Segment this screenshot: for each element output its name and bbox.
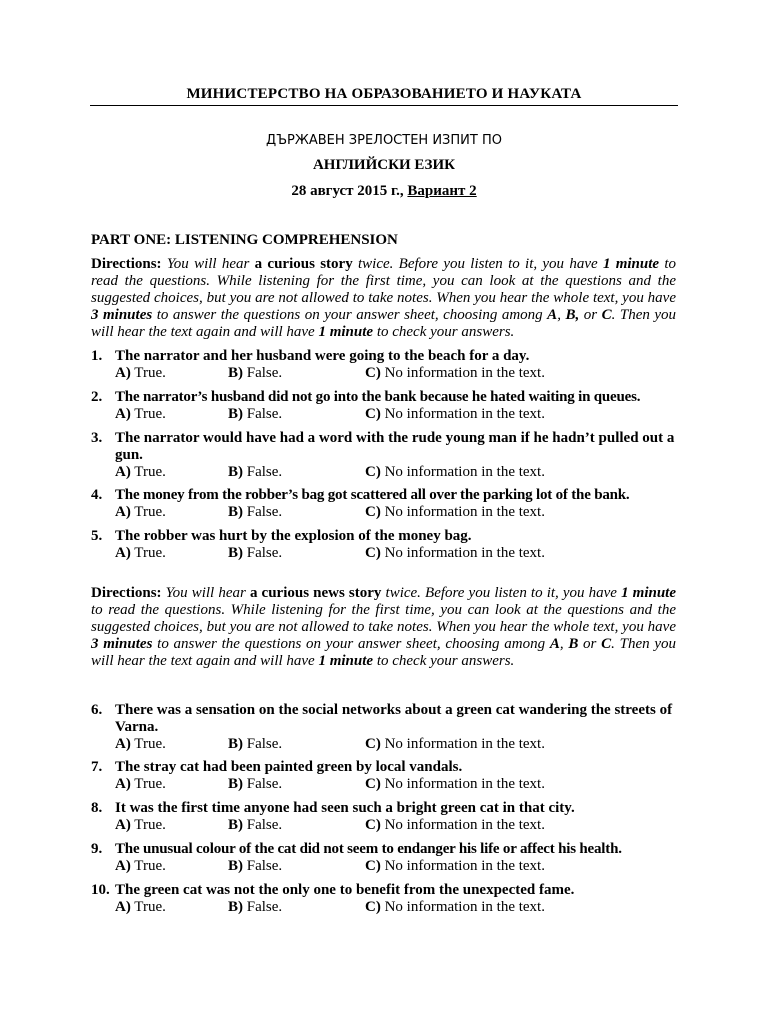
question-text: There was a sensation on the social networks about a green cat wandering the streets of Varna.	[115, 702, 673, 735]
answer-options	[115, 464, 681, 481]
option-c[interactable]: C) No information in the text.	[365, 545, 545, 561]
option-a[interactable]: A) True.	[115, 776, 166, 792]
question-number: 3.	[91, 430, 103, 446]
option-c[interactable]: C) No information in the text.	[365, 464, 545, 480]
directions-emphasis: 1 minute	[318, 653, 374, 669]
option-c[interactable]: C) No information in the text.	[365, 817, 545, 833]
exam-date: 28 август 2015 г.,	[291, 183, 404, 199]
question-5	[91, 528, 681, 562]
option-c[interactable]: C) No information in the text.	[365, 406, 545, 422]
question-number: 8.	[91, 800, 103, 816]
question-2	[91, 389, 681, 423]
question-text: It was the first time anyone had seen such a bright green cat in that city.	[115, 800, 575, 816]
directions-emphasis: 1 minute	[318, 324, 374, 340]
question-4	[91, 487, 681, 521]
directions-text: ,	[559, 636, 569, 652]
directions-text: to answer the questions on your answer sheet, choosing among	[152, 307, 548, 323]
answer-options	[115, 504, 681, 521]
question-text: The narrator’s husband did not go into the bank because he hated waiting in queues.	[115, 389, 641, 405]
ministry-heading: МИНИСТЕРСТВО НА ОБРАЗОВАНИЕТО И НАУКАТА	[186, 86, 582, 102]
directions-emphasis: B	[568, 636, 579, 652]
directions-text: ,	[557, 307, 566, 323]
question-text: The stray cat had been painted green by local vandals.	[115, 759, 463, 775]
option-b[interactable]: B) False.	[228, 406, 283, 422]
directions-emphasis: 1 minute	[621, 585, 677, 601]
question-10	[91, 882, 681, 916]
directions-text: twice. Before you listen to it, you have	[352, 256, 603, 272]
directions-emphasis: 1 minute	[602, 256, 660, 272]
question-text: The narrator and her husband were going to the beach for a day.	[115, 348, 530, 364]
directions-part-two	[91, 585, 676, 670]
option-b[interactable]: B) False.	[228, 464, 283, 480]
answer-options	[115, 545, 681, 562]
option-c[interactable]: C) No information in the text.	[365, 899, 545, 915]
question-number: 9.	[91, 841, 103, 857]
option-c[interactable]: C) No information in the text.	[365, 736, 545, 752]
directions-text: . Then you will hear the text again and will have	[91, 636, 677, 669]
option-b[interactable]: B) False.	[228, 736, 283, 752]
part-title: PART ONE: LISTENING COMPREHENSION	[91, 232, 398, 248]
option-a[interactable]: A) True.	[115, 464, 166, 480]
directions-text: You will hear	[161, 585, 250, 601]
directions-part-one	[91, 256, 676, 341]
question-7	[91, 759, 681, 793]
directions-text: to read the questions. While listening for the first time, you can look at the questions and the suggested choices, but you are not allowed to take notes. When you hear the whole text, you have	[91, 256, 677, 306]
question-number: 10.	[91, 882, 110, 898]
directions-text: You will hear	[161, 256, 255, 272]
header-divider	[90, 105, 678, 106]
subject-heading: АНГЛИЙСКИ ЕЗИК	[312, 157, 456, 173]
question-8	[91, 800, 681, 834]
directions-text: to check your answers.	[373, 653, 515, 669]
directions-emphasis: C	[601, 307, 612, 323]
option-a[interactable]: A) True.	[115, 504, 166, 520]
answer-options	[115, 776, 681, 793]
option-b[interactable]: B) False.	[228, 858, 283, 874]
directions-emphasis: C	[601, 636, 612, 652]
question-1	[91, 348, 681, 382]
directions-emphasis: 3 minutes	[91, 307, 153, 323]
option-c[interactable]: C) No information in the text.	[365, 858, 545, 874]
question-text: The green cat was not the only one to benefit from the unexpected fame.	[115, 882, 575, 898]
directions-label: Directions:	[91, 256, 162, 272]
directions-emphasis: a curious news story	[249, 585, 382, 601]
directions-text: or	[578, 636, 602, 652]
option-b[interactable]: B) False.	[228, 365, 283, 381]
option-b[interactable]: B) False.	[228, 776, 283, 792]
option-a[interactable]: A) True.	[115, 365, 166, 381]
question-number: 2.	[91, 389, 103, 405]
exam-date-line	[90, 183, 678, 200]
option-b[interactable]: B) False.	[228, 817, 283, 833]
answer-options	[115, 858, 681, 875]
answer-options	[115, 736, 681, 753]
option-a[interactable]: A) True.	[115, 899, 166, 915]
question-text: The unusual colour of the cat did not seem to endanger his life or affect his health.	[115, 841, 622, 857]
exam-heading: ДЪРЖАВЕН ЗРЕЛОСТЕН ИЗПИТ ПО	[266, 133, 502, 148]
question-number: 6.	[91, 702, 103, 718]
question-9	[91, 841, 681, 875]
directions-text: twice. Before you listen to it, you have	[381, 585, 622, 601]
answer-options	[115, 817, 681, 834]
answer-options	[115, 406, 681, 423]
option-b[interactable]: B) False.	[228, 545, 283, 561]
question-text: The money from the robber’s bag got scattered all over the parking lot of the bank.	[115, 487, 630, 503]
question-3	[91, 430, 681, 481]
option-c[interactable]: C) No information in the text.	[365, 365, 545, 381]
directions-text: to check your answers.	[373, 324, 515, 340]
option-b[interactable]: B) False.	[228, 899, 283, 915]
question-text: The narrator would have had a word with the rude young man if he hadn’t pulled out a gun.	[115, 430, 675, 463]
directions-text: or	[579, 307, 602, 323]
question-text: The robber was hurt by the explosion of the money bag.	[115, 528, 472, 544]
question-number: 4.	[91, 487, 103, 503]
answer-options	[115, 899, 681, 916]
option-a[interactable]: A) True.	[115, 817, 166, 833]
exam-variant: Вариант 2	[407, 183, 477, 199]
directions-label: Directions:	[91, 585, 162, 601]
option-c[interactable]: C) No information in the text.	[365, 776, 545, 792]
option-b[interactable]: B) False.	[228, 504, 283, 520]
directions-text: . Then you will hear the text again and will have	[91, 307, 677, 340]
directions-emphasis: A	[547, 307, 558, 323]
question-number: 1.	[91, 348, 103, 364]
directions-emphasis: B,	[565, 307, 580, 323]
option-a[interactable]: A) True.	[115, 858, 166, 874]
option-c[interactable]: C) No information in the text.	[365, 504, 545, 520]
directions-emphasis: 3 minutes	[91, 636, 153, 652]
answer-options	[115, 365, 681, 382]
option-a[interactable]: A) True.	[115, 406, 166, 422]
directions-emphasis: A	[549, 636, 560, 652]
option-a[interactable]: A) True.	[115, 736, 166, 752]
question-number: 5.	[91, 528, 103, 544]
directions-emphasis: a curious story	[254, 256, 353, 272]
directions-text: to answer the questions on your answer sheet, choosing among	[152, 636, 550, 652]
option-a[interactable]: A) True.	[115, 545, 166, 561]
directions-text: to read the questions. While listening for the first time, you can look at the questions and the suggested choices, but you are not allowed to take notes. When you hear the whole text, you have	[91, 602, 676, 635]
question-number: 7.	[91, 759, 103, 775]
question-6	[91, 702, 681, 753]
